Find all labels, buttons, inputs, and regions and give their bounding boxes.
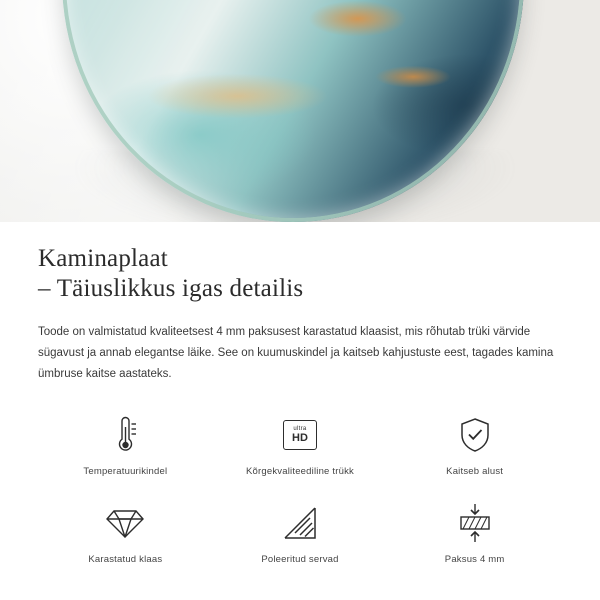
feature-item xyxy=(387,501,562,565)
ultra-hd-bottom-label: HD xyxy=(292,432,308,444)
feature-label: Kaitseb alust xyxy=(446,466,504,477)
feature-item xyxy=(213,501,388,565)
feature-item xyxy=(38,413,213,477)
thermometer-icon xyxy=(110,413,140,457)
ultra-hd-top-label: ultra xyxy=(293,426,307,432)
polished-edges-icon xyxy=(283,501,317,545)
title-line-2: – Täiuslikkus igas detailis xyxy=(38,275,304,302)
title-line-1: Kaminaplaat xyxy=(38,245,168,272)
description-paragraph: Toode on valmistatud kvaliteetsest 4 mm paksusest karastatud klaasist, mis rõhutab trüki värvide sügavust ja annab elegantse läike. See on kuumuskindel ja kaitseb kahjustuste eest, tagades kamina ümbruse kaitse aastateks. xyxy=(38,326,554,380)
shield-check-icon xyxy=(458,413,492,457)
content-area xyxy=(0,222,600,565)
page-title xyxy=(38,244,562,304)
feature-item xyxy=(38,501,213,565)
diamond-icon xyxy=(105,501,145,545)
feature-grid xyxy=(38,413,562,565)
feature-item xyxy=(387,413,562,477)
round-marble-plate xyxy=(62,0,524,222)
feature-label: Paksus 4 mm xyxy=(444,554,505,565)
hero-image xyxy=(0,0,600,222)
thickness-arrows-icon xyxy=(455,501,495,545)
ultra-hd-icon xyxy=(283,413,317,457)
feature-label: Kõrgekvaliteediline trükk xyxy=(246,466,354,477)
feature-item xyxy=(213,413,388,477)
feature-label: Karastatud klaas xyxy=(88,554,163,565)
feature-label: Poleeritud servad xyxy=(261,554,339,565)
feature-label: Temperatuurikindel xyxy=(83,466,168,477)
